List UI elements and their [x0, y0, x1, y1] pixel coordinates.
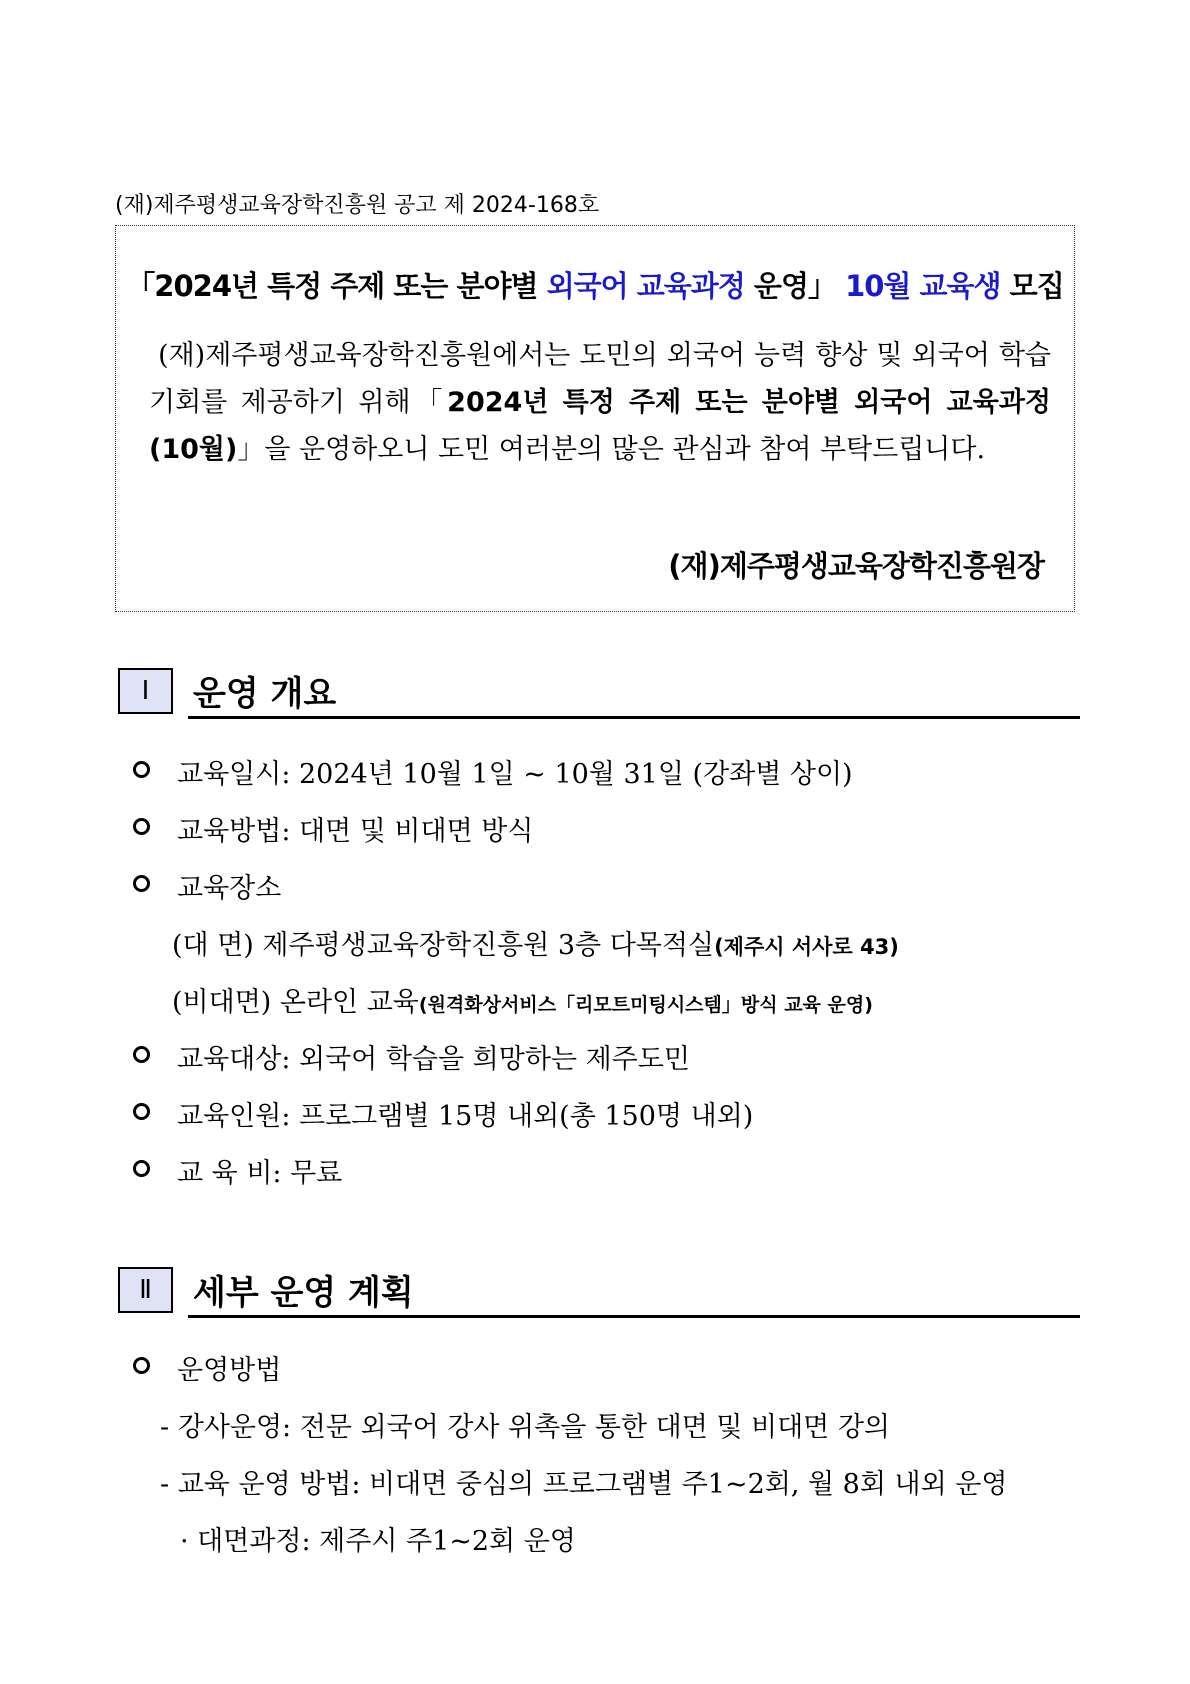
announcement-title — [116, 264, 1074, 305]
place-online-text: (비대면) 온라인 교육 — [172, 987, 419, 1018]
list-item-instructor: - 강사운영: 전문 외국어 강사 위촉을 통한 대면 및 비대면 강의 — [160, 1412, 891, 1443]
circle-bullet-icon — [133, 818, 150, 835]
intro-text-1: (재)제주평생교육장학진흥원에서는 도민의 외국어 능력 향상 및 외국어 학습 기회를 제공하기 위해「 — [149, 340, 1052, 418]
circle-bullet-icon — [133, 1103, 150, 1120]
title-highlight-month: 10월 교육생 — [845, 269, 1001, 303]
circle-bullet-icon — [133, 1357, 150, 1374]
intro-box — [115, 225, 1075, 612]
list-item-offline-course: · 대면과정: 제주시 주1~2회 운영 — [180, 1526, 576, 1557]
place-offline-address: (제주시 서사로 43) — [714, 935, 899, 959]
signature: (재)제주평생교육장학진흥원장 — [668, 549, 1044, 583]
intro-paragraph — [149, 332, 1051, 473]
section-2-title: 세부 운영 계획 — [193, 1273, 414, 1313]
circle-bullet-icon — [133, 875, 150, 892]
section-1-title: 운영 개요 — [193, 674, 337, 714]
intro-text-bold: 2024년 특정 주제 또는 분야별 외국어 교육과정(10월) — [149, 387, 1051, 465]
circle-bullet-icon — [133, 1160, 150, 1177]
intro-text-3: 」을 운영하오니 도민 여러분의 많은 관심과 참여 부탁드립니다. — [237, 434, 986, 465]
place-offline — [172, 923, 899, 962]
title-part-1: 「2024년 특정 주제 또는 분야별 — [126, 269, 547, 303]
place-online — [172, 980, 873, 1019]
section-2-rule — [188, 1315, 1080, 1318]
place-online-detail: (원격화상서비스「리모트미팅시스템」방식 교육 운영) — [418, 994, 873, 1016]
section-2-number: Ⅱ — [118, 1267, 173, 1313]
notice-number: (재)제주평생교육장학진흥원 공고 제 2024-168호 — [115, 193, 600, 218]
place-offline-text: (대 면) 제주평생교육장학진흥원 3층 다목적실 — [172, 930, 715, 961]
title-part-5: 모집 — [1000, 269, 1064, 303]
title-highlight-course: 외국어 교육과정 — [546, 269, 745, 303]
circle-bullet-icon — [133, 1046, 150, 1063]
section-1-header — [115, 668, 1080, 720]
section-1-number: Ⅰ — [118, 668, 173, 714]
list-item-operation: - 교육 운영 방법: 비대면 중심의 프로그램별 주1~2회, 월 8회 내외 운영 — [160, 1469, 1008, 1500]
section-2-header — [115, 1267, 1080, 1319]
title-part-3: 운영」 — [744, 269, 846, 303]
circle-bullet-icon — [133, 761, 150, 778]
section-1-rule — [188, 716, 1080, 719]
